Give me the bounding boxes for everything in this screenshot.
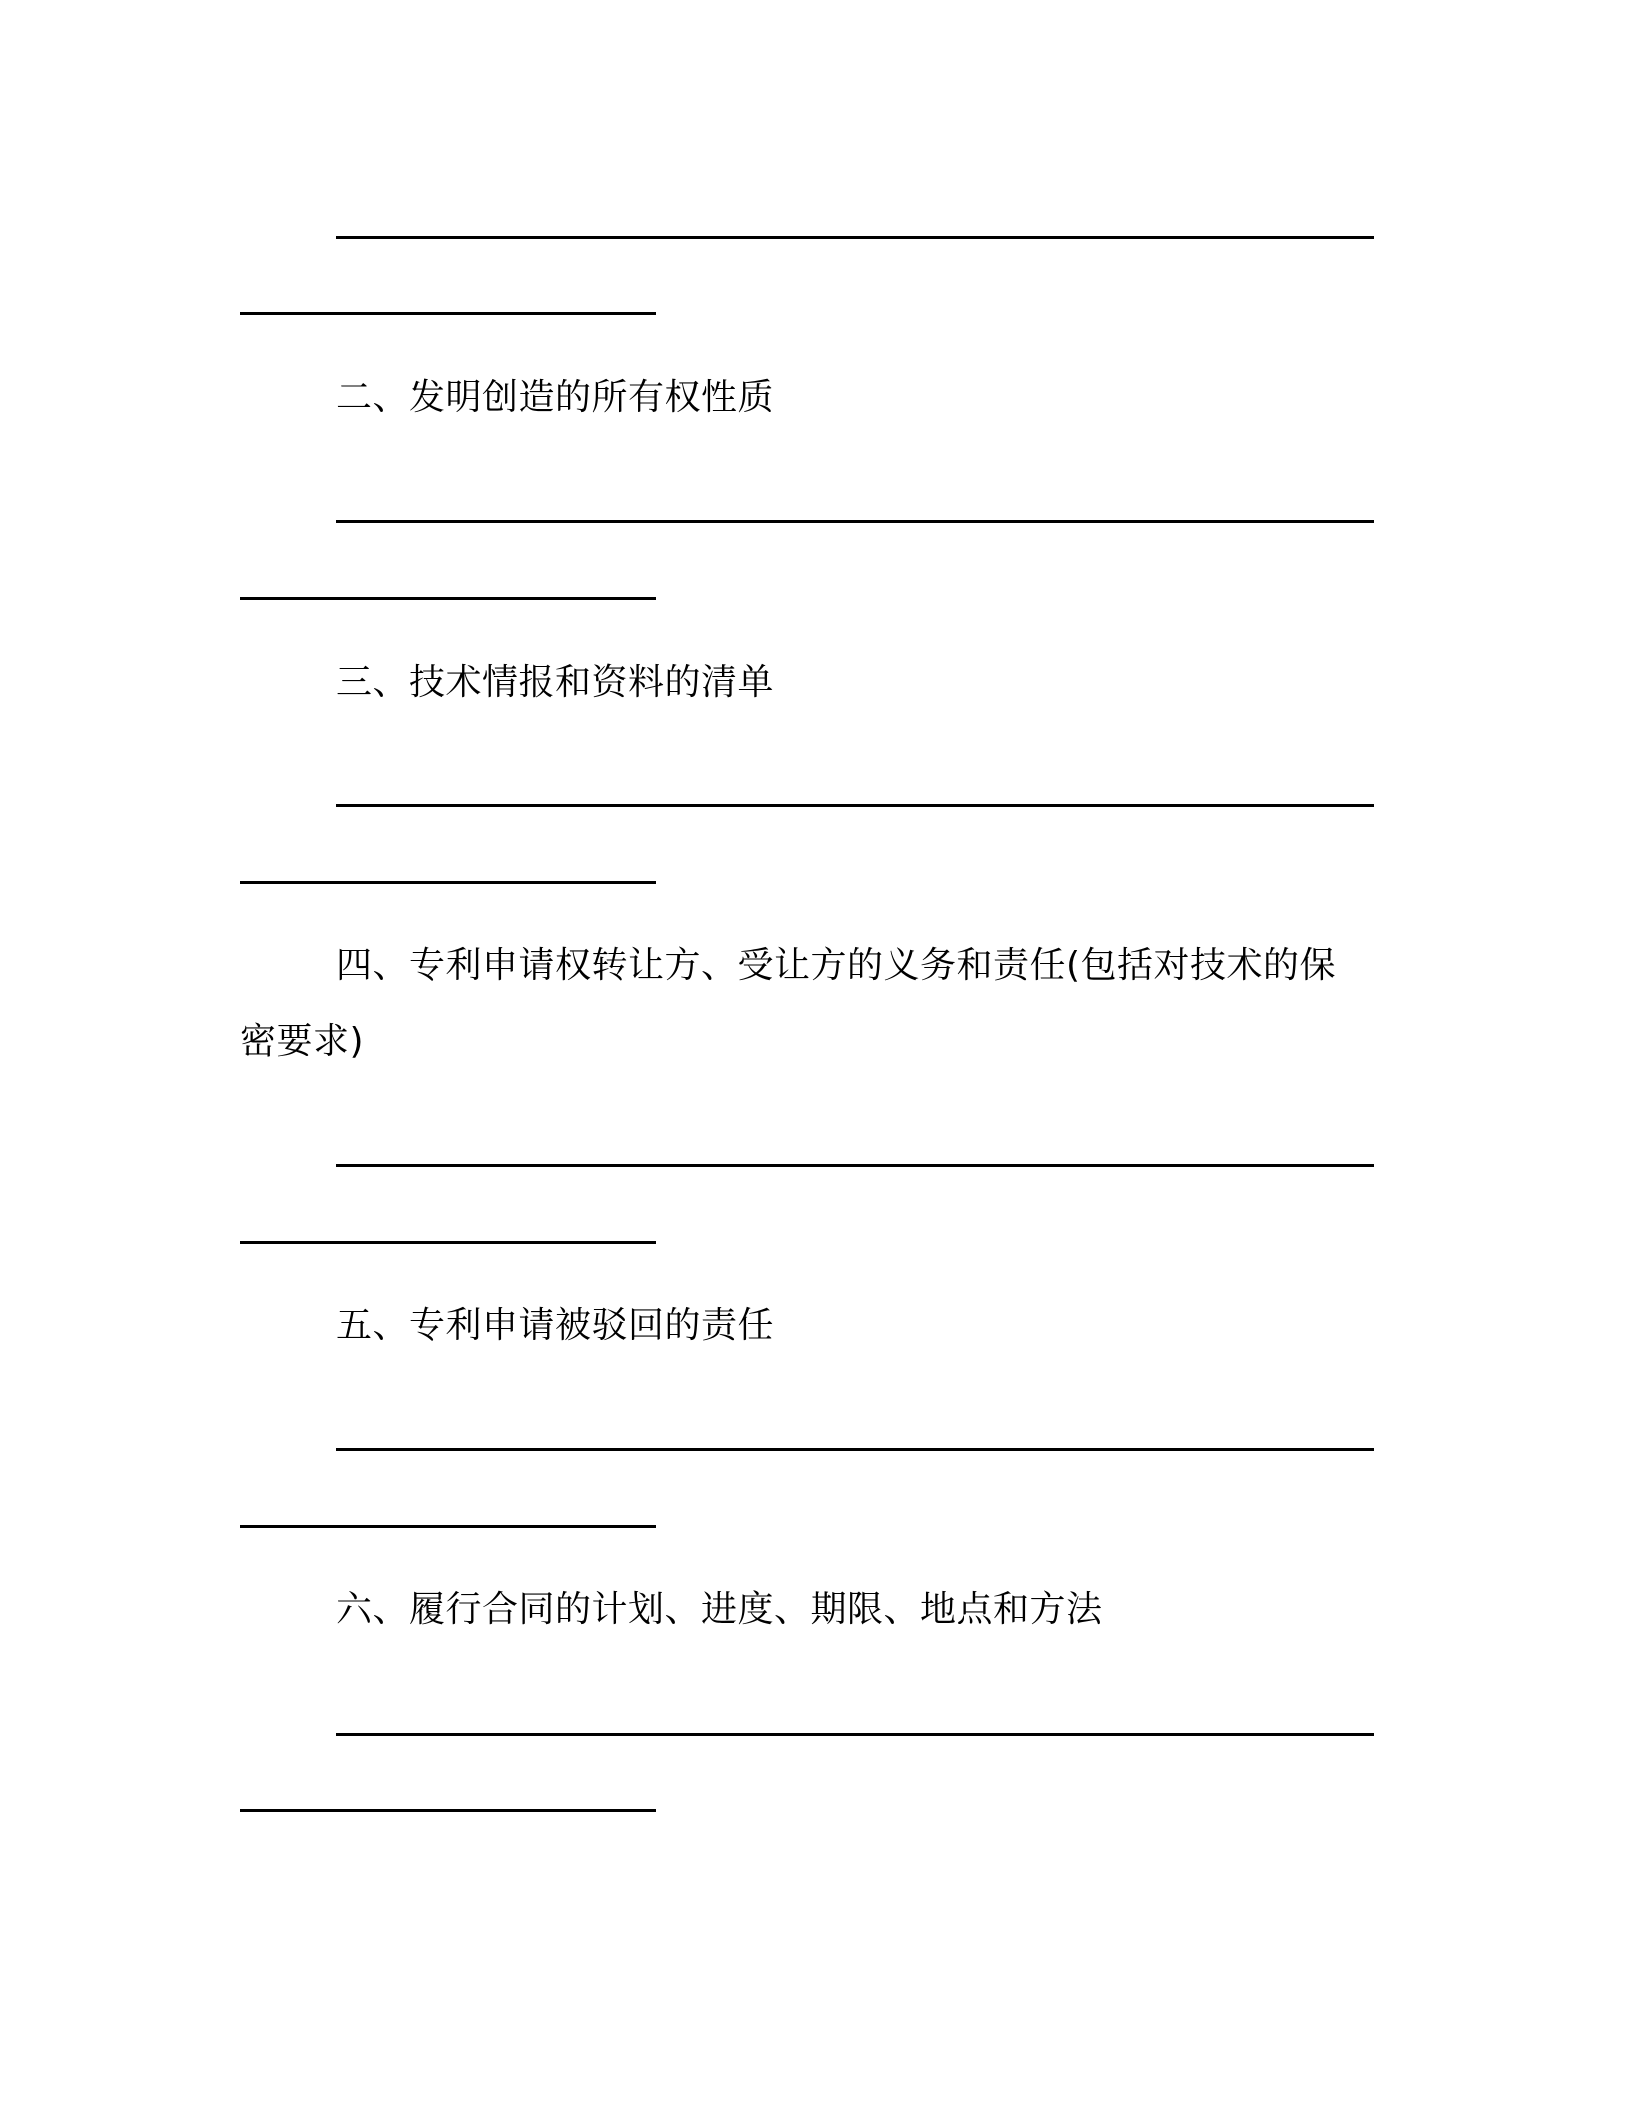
blank-line (240, 312, 656, 315)
section-heading-3: 三、技术情报和资料的清单 (336, 662, 775, 703)
blank-line (336, 520, 1374, 523)
section-heading-6: 六、履行合同的计划、进度、期限、地点和方法 (336, 1589, 1103, 1630)
blank-line (240, 1809, 656, 1812)
blank-line (240, 881, 656, 884)
blank-line (336, 1164, 1374, 1167)
blank-line (336, 804, 1374, 807)
section-heading-4: 四、专利申请权转让方、受让方的义务和责任(包括对技术的保 (336, 945, 1337, 986)
blank-line (336, 1733, 1374, 1736)
section-heading-2: 二、发明创造的所有权性质 (336, 377, 775, 418)
blank-line (336, 1448, 1374, 1451)
section-heading-5: 五、专利申请被驳回的责任 (336, 1305, 775, 1346)
section-heading-4-continuation: 密要求) (240, 1021, 365, 1062)
blank-line (240, 597, 656, 600)
blank-line (240, 1525, 656, 1528)
blank-line (240, 1241, 656, 1244)
blank-line (336, 236, 1374, 239)
